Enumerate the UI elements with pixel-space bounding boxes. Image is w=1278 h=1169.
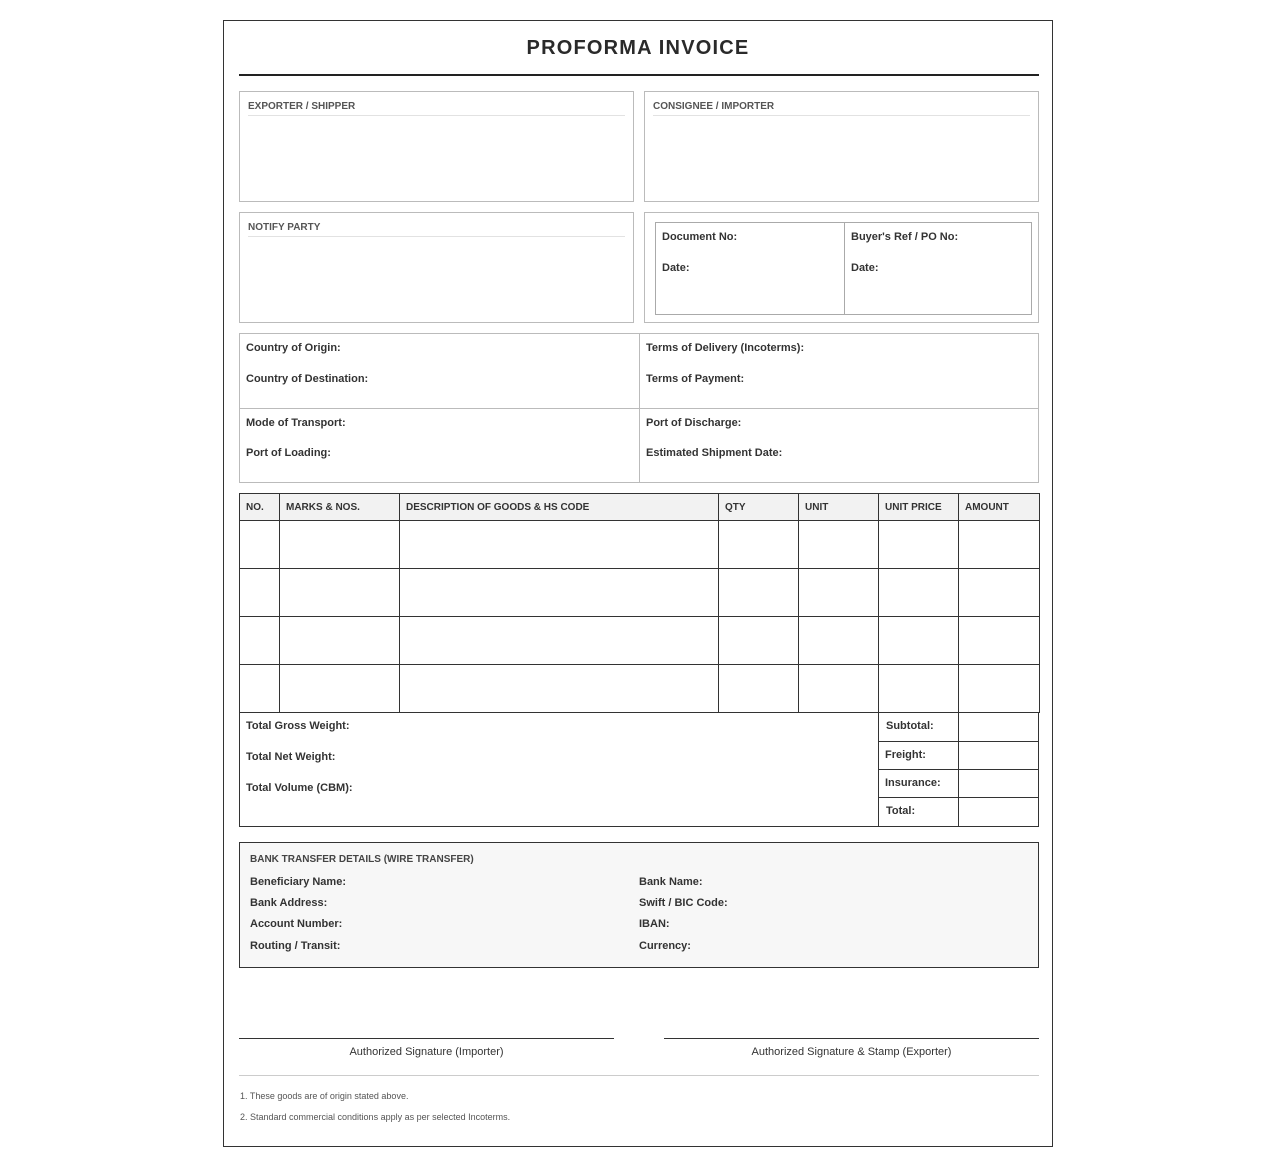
bank-address-label: Bank Address: (250, 897, 328, 909)
port-discharge-label: Port of Discharge: (646, 417, 742, 429)
table-cell[interactable] (879, 665, 959, 713)
exporter-label: EXPORTER / SHIPPER (248, 101, 625, 116)
bank-section-title: BANK TRANSFER DETAILS (WIRE TRANSFER) (250, 854, 474, 865)
importer-signature-label: Authorized Signature (Importer) (349, 1046, 504, 1058)
volume-label: Total Volume (CBM): (246, 782, 353, 794)
table-cell[interactable] (719, 665, 799, 713)
table-cell[interactable] (799, 617, 879, 665)
table-cell[interactable] (400, 569, 719, 617)
table-cell[interactable] (879, 521, 959, 569)
table-cell[interactable] (799, 521, 879, 569)
table-cell[interactable] (959, 569, 1040, 617)
table-row (240, 521, 1040, 569)
exporter-signature-label: Authorized Signature & Stamp (Exporter) (751, 1046, 952, 1058)
table-row (240, 569, 1040, 617)
goods-table (239, 493, 1040, 713)
totals-section (239, 713, 1039, 827)
col-header-no: NO. (240, 494, 280, 521)
table-row (240, 665, 1040, 713)
table-cell[interactable] (280, 521, 400, 569)
table-cell[interactable] (240, 617, 280, 665)
total-value[interactable] (959, 798, 1038, 826)
shipping-details (239, 333, 1039, 483)
table-cell[interactable] (879, 617, 959, 665)
table-cell[interactable] (400, 665, 719, 713)
notes-divider (239, 1075, 1039, 1076)
port-loading-label: Port of Loading: (246, 447, 331, 459)
col-header-qty: QTY (719, 494, 799, 521)
table-cell[interactable] (799, 665, 879, 713)
currency-label: Currency: (639, 940, 691, 952)
col-header-unit: UNIT (799, 494, 879, 521)
subtotal-value[interactable] (959, 713, 1038, 741)
shipment-date-label: Estimated Shipment Date: (646, 447, 783, 459)
table-cell[interactable] (240, 665, 280, 713)
buyer-date-label: Date: (851, 262, 879, 274)
payment-terms-label: Terms of Payment: (646, 373, 745, 385)
table-cell[interactable] (240, 521, 280, 569)
shipping-horizontal-divider (240, 408, 1038, 409)
table-cell[interactable] (959, 617, 1040, 665)
iban-label: IBAN: (639, 918, 670, 930)
country-destination-label: Country of Destination: (246, 373, 369, 385)
table-cell[interactable] (400, 617, 719, 665)
beneficiary-label: Beneficiary Name: (250, 876, 346, 888)
insurance-value[interactable] (959, 770, 1038, 797)
table-cell[interactable] (280, 665, 400, 713)
document-date-label: Date: (662, 262, 690, 274)
routing-label: Routing / Transit: (250, 940, 341, 952)
table-cell[interactable] (959, 665, 1040, 713)
table-row (240, 617, 1040, 665)
table-cell[interactable] (719, 617, 799, 665)
exporter-box[interactable] (239, 91, 634, 202)
col-header-amount: AMOUNT (959, 494, 1040, 521)
account-number-label: Account Number: (250, 918, 343, 930)
exporter-signature-line[interactable] (664, 1038, 1039, 1039)
transport-mode-label: Mode of Transport: (246, 417, 346, 429)
table-cell[interactable] (799, 569, 879, 617)
notify-party-box[interactable] (239, 212, 634, 323)
bank-details (239, 842, 1039, 968)
table-cell[interactable] (280, 569, 400, 617)
table-cell[interactable] (280, 617, 400, 665)
title-divider (239, 74, 1039, 76)
subtotal-label: Subtotal: (886, 720, 934, 732)
document-ref-grid (655, 222, 1032, 315)
footnote-1: 1. These goods are of origin stated above. (240, 1091, 409, 1101)
net-weight-label: Total Net Weight: (246, 751, 336, 763)
col-header-unit-price: UNIT PRICE (879, 494, 959, 521)
table-cell[interactable] (719, 521, 799, 569)
document-title: PROFORMA INVOICE (526, 37, 750, 59)
col-header-description: DESCRIPTION OF GOODS & HS CODE (400, 494, 719, 521)
document-info-box (644, 212, 1039, 323)
insurance-label: Insurance: (885, 777, 941, 789)
footnote-2: 2. Standard commercial conditions apply as per selected Incoterms. (240, 1112, 511, 1122)
notify-party-label: NOTIFY PARTY (248, 222, 625, 237)
incoterms-label: Terms of Delivery (Incoterms): (646, 342, 805, 354)
total-label: Total: (886, 805, 916, 817)
gross-weight-label: Total Gross Weight: (246, 720, 350, 732)
col-header-marks: MARKS & NOS. (280, 494, 400, 521)
table-cell[interactable] (400, 521, 719, 569)
consignee-box[interactable] (644, 91, 1039, 202)
consignee-label: CONSIGNEE / IMPORTER (653, 101, 1030, 116)
freight-label: Freight: (885, 749, 926, 761)
document-ref-divider (844, 223, 845, 314)
invoice-page (223, 20, 1053, 1147)
table-cell[interactable] (959, 521, 1040, 569)
importer-signature-line[interactable] (239, 1038, 614, 1039)
table-cell[interactable] (719, 569, 799, 617)
buyer-ref-label: Buyer's Ref / PO No: (851, 231, 959, 243)
country-origin-label: Country of Origin: (246, 342, 341, 354)
goods-table-header (240, 494, 1040, 521)
document-no-label: Document No: (662, 231, 738, 243)
swift-label: Swift / BIC Code: (639, 897, 728, 909)
table-cell[interactable] (879, 569, 959, 617)
bank-name-label: Bank Name: (639, 876, 703, 888)
freight-value[interactable] (959, 742, 1038, 769)
table-cell[interactable] (240, 569, 280, 617)
